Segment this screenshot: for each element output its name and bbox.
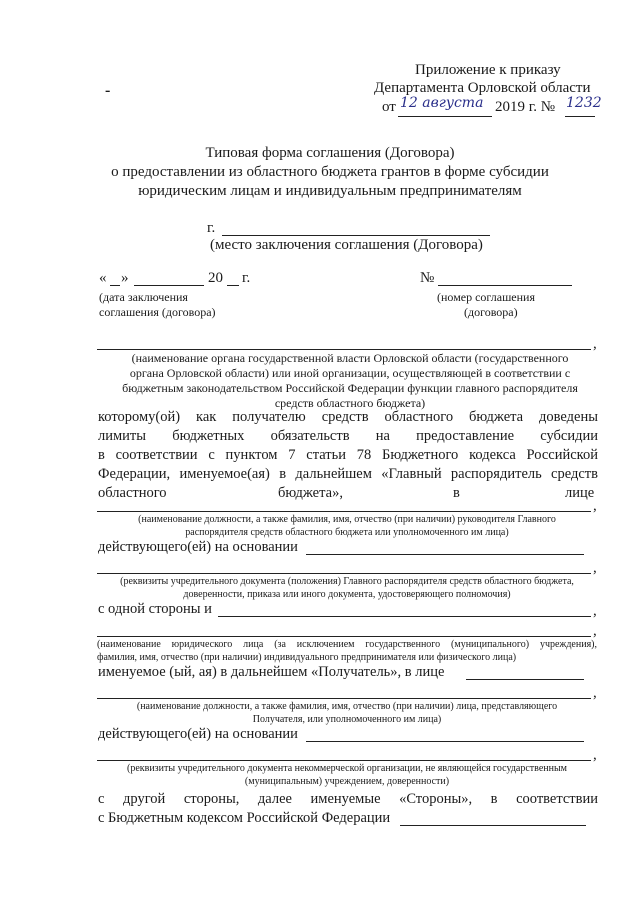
year-line: [227, 285, 239, 286]
header-year: 2019 г. №: [495, 99, 556, 115]
header-line2: Департамента Орловской области: [374, 80, 591, 96]
para1-line2: лимиты бюджетных обязательств на предоставление субсидии: [98, 428, 598, 444]
date-caption-1: (дата заключения: [99, 290, 188, 304]
header-line1: Приложение к приказу: [415, 62, 561, 78]
recipient-official-caption-1: (наименование должности, а также фамилия, имя, отчество (при наличии) лица, представляющего: [136, 701, 558, 712]
basis2-caption-1: (реквизиты учредительного документа некоммерческой организации, не являющейся государственным: [126, 763, 568, 774]
official-caption-1: (наименование должности, а также фамилия, имя, отчество (при наличии) руководителя Главного: [138, 514, 556, 525]
authority-caption-1: (наименование органа государственной власти Орловской области (государственного: [131, 351, 569, 365]
acting-basis-label-2: действующего(ей) на основании: [98, 726, 298, 742]
comma: ,: [593, 603, 597, 619]
basis-caption-2: доверенности, приказа или иного документа, удостоверяющего полномочия): [183, 589, 511, 600]
para1-last-word3: в: [453, 485, 460, 501]
comma: ,: [593, 747, 597, 763]
para1-last-word4: лице: [565, 485, 595, 501]
comma: ,: [593, 498, 597, 514]
date-close-quote: »: [121, 270, 129, 286]
margin-mark: -: [105, 82, 111, 99]
one-side-line: [218, 616, 591, 617]
number-caption-2: (договора): [464, 305, 518, 319]
recipient-official-caption-2: Получателя, или уполномоченного им лица): [252, 714, 442, 725]
final-line: [400, 825, 586, 826]
handwritten-date: 12 августа: [400, 95, 484, 111]
acting-basis-label-1: действующего(ей) на основании: [98, 539, 298, 555]
place-line: [222, 235, 490, 236]
authority-caption-2: органа Орловской области) или иной организации, осуществляющей в соответствии с: [129, 366, 571, 380]
header-from: от: [382, 99, 396, 115]
date-year-prefix: 20: [208, 270, 223, 286]
comma: ,: [593, 336, 597, 352]
recipient-caption-2: фамилия, имя, отчество (при наличии) индивидуального предпринимателя или физического лица): [97, 652, 517, 663]
title-line3: юридическим лицам и индивидуальным предпринимателям: [138, 183, 522, 199]
official-caption-2: распорядителя средств областного бюджета или уполномоченного им лица): [185, 527, 509, 538]
recipient-official-line: [97, 698, 591, 699]
agreement-number-line: [438, 285, 572, 286]
basis-doc-line-2: [97, 760, 591, 761]
basis-doc-line-1: [97, 573, 591, 574]
basis-caption-1: (реквизиты учредительного документа (положения) Главного распорядителя средств областного бюджета,: [120, 576, 574, 587]
authority-name-line: [97, 349, 591, 350]
official-name-line: [97, 511, 591, 512]
comma: ,: [593, 560, 597, 576]
date-open-quote: «: [99, 270, 107, 286]
para1-last-word1: областного: [98, 485, 167, 501]
para1-last-word2: бюджета»,: [278, 485, 343, 501]
comma: ,: [593, 685, 597, 701]
para1-line4: Федерации, именуемое(ая) в дальнейшем «Главный распорядитель средств: [98, 466, 598, 482]
basis2-caption-2: (муниципальным) учреждением, доверенности): [244, 776, 450, 787]
handwritten-number: 1232: [566, 95, 602, 111]
authority-caption-4: средств областного бюджета): [274, 396, 426, 410]
date-caption-2: соглашения (договора): [99, 305, 216, 319]
para1-line1: которому(ой) как получателю средств областного бюджета доведены: [98, 409, 598, 425]
title-line2: о предоставлении из областного бюджета грантов в форме субсидии: [111, 164, 549, 180]
authority-caption-3: бюджетным законодательством Российской Федерации функции главного распорядителя: [122, 381, 578, 395]
recipient-name-line: [97, 636, 591, 637]
final-line2: с Бюджетным кодексом Российской Федерации: [98, 810, 391, 826]
number-sign: №: [420, 270, 435, 286]
number-line: [565, 116, 595, 117]
one-side-label: с одной стороны и: [98, 601, 212, 617]
acting-basis-line-1: [306, 554, 584, 555]
acting-basis-line-2: [306, 741, 584, 742]
recipient-person-line: [466, 679, 584, 680]
para1-line3: в соответствии с пунктом 7 статьи 78 Бюджетного кодекса Российской: [98, 447, 598, 463]
place-prefix: г.: [207, 220, 216, 236]
title-line1: Типовая форма соглашения (Договора): [205, 145, 455, 161]
place-caption: (место заключения соглашения (Договора): [210, 237, 483, 253]
month-line: [134, 285, 204, 286]
date-g: г.: [242, 270, 251, 286]
day-line: [110, 285, 120, 286]
date-line: [398, 116, 492, 117]
comma: ,: [593, 623, 597, 639]
final-line1: с другой стороны, далее именуемые «Стороны», в соответствии: [98, 791, 598, 807]
number-caption-1: (номер соглашения: [437, 290, 535, 304]
recipient-caption-1: (наименование юридического лица (за исключением государственного (муниципального) учреждения),: [97, 639, 597, 650]
recipient-named-label: именуемое (ый, ая) в дальнейшем «Получатель», в лице: [98, 664, 445, 680]
